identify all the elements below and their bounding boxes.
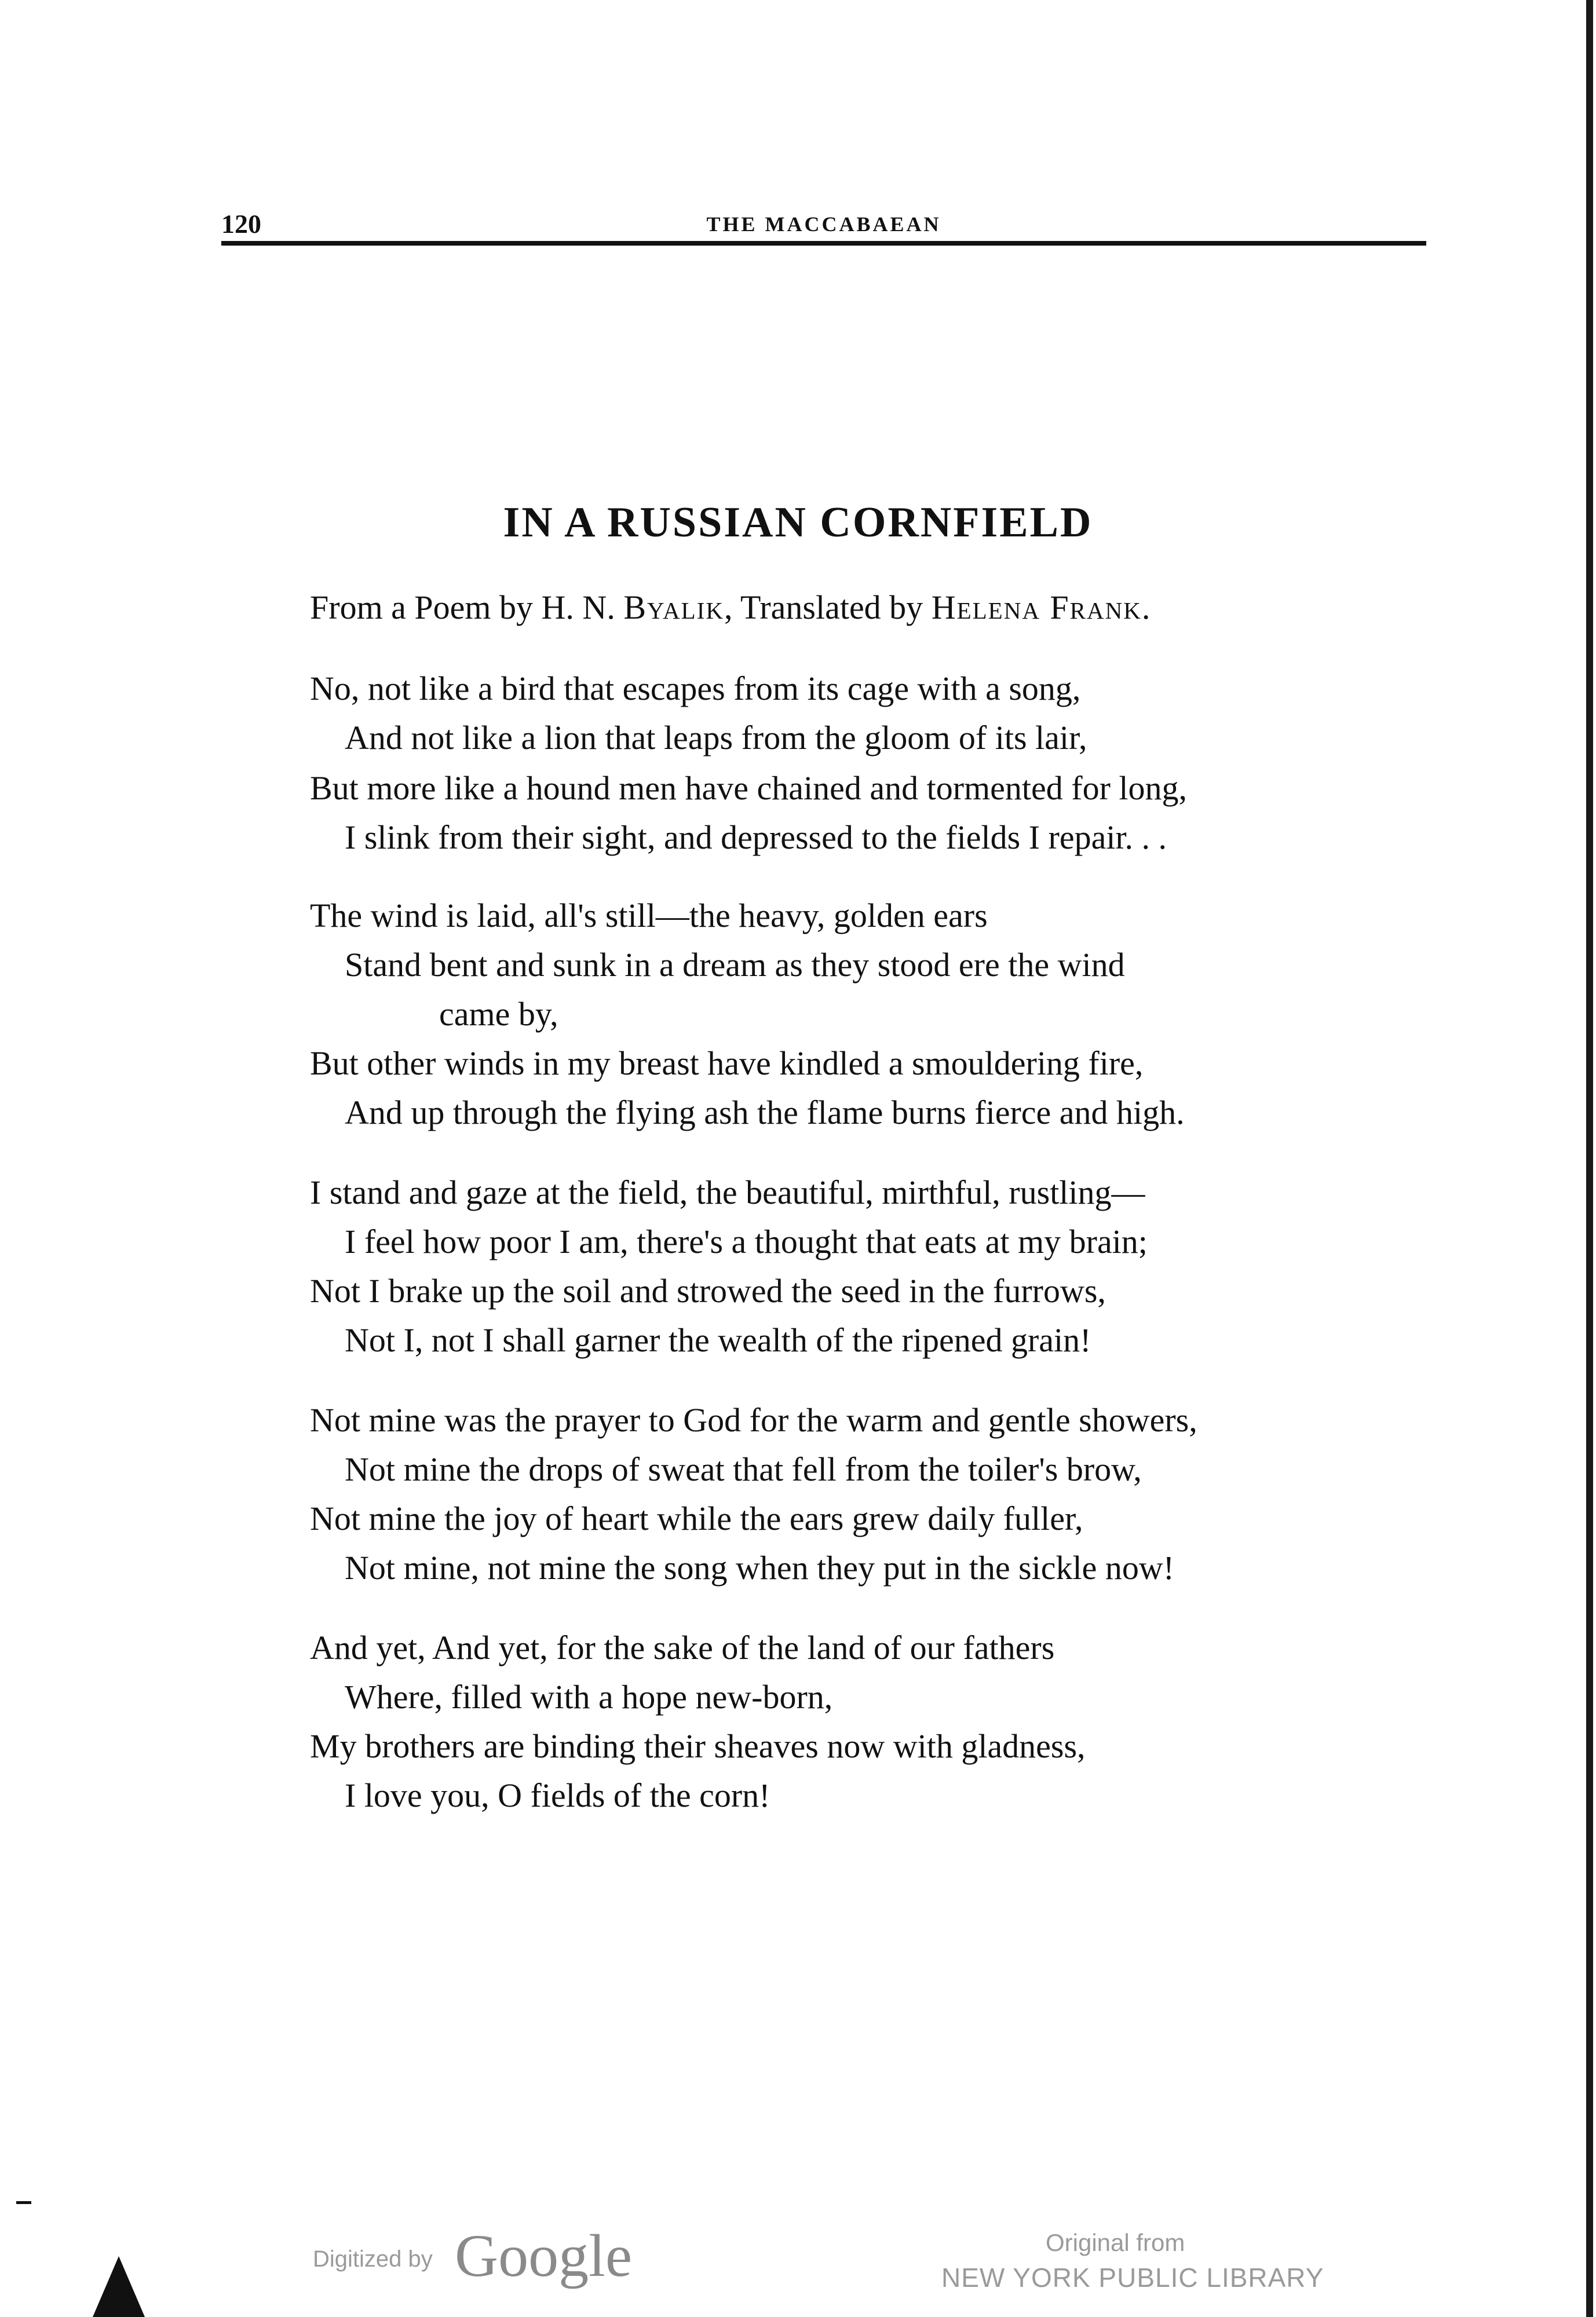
poem-line: But other winds in my breast have kindled a smouldering fire, [310, 1044, 1144, 1082]
page-number: 120 [221, 209, 261, 239]
poem-line: And yet, And yet, for the sake of the land of our fathers [310, 1629, 1055, 1667]
poem-line: And up through the flying ash the flame burns fierce and high. [345, 1094, 1185, 1131]
original-from-label: Original from [1046, 2229, 1185, 2256]
poem-line: And not like a lion that leaps from the gloom of its lair, [345, 719, 1087, 757]
byline-prefix: From a Poem by H. N. [310, 589, 624, 626]
poem-line: Not mine was the prayer to God for the warm and gentle showers, [310, 1401, 1197, 1439]
poem-line: Where, filled with a hope new-born, [345, 1678, 833, 1716]
poem-line: Not mine the drops of sweat that fell from the toiler's brow, [345, 1450, 1142, 1488]
poem-line: came by, [439, 995, 558, 1033]
poem-line: Stand bent and sunk in a dream as they stood ere the wind [345, 946, 1125, 984]
running-head [221, 209, 1426, 243]
poem-line: I feel how poor I am, there's a thought that eats at my brain; [345, 1223, 1148, 1260]
poem-line: Not I brake up the soil and strowed the seed in the furrows, [310, 1272, 1106, 1310]
poem-line: I love you, O fields of the corn! [345, 1777, 770, 1814]
library-name: NEW YORK PUBLIC LIBRARY [941, 2263, 1324, 2293]
scan-artifact-mark [93, 2256, 145, 2317]
poem-line: Not I, not I shall garner the wealth of the ripened grain! [345, 1321, 1091, 1359]
byline-translator: Helena Frank [931, 589, 1142, 626]
poem-line: I stand and gaze at the field, the beautiful, mirthful, rustling— [310, 1174, 1145, 1211]
poem-line: Not mine the joy of heart while the ears grew daily fuller, [310, 1500, 1083, 1537]
byline-suffix: . [1141, 589, 1151, 626]
page-edge-shadow [1586, 0, 1593, 2317]
journal-title: THE MACCABAEAN [706, 213, 941, 236]
byline [310, 588, 1150, 627]
google-logo: Google [455, 2223, 633, 2289]
poem-line: Not mine, not mine the song when they put in the sickle now! [345, 1549, 1175, 1587]
byline-middle: , Translated by [724, 589, 932, 626]
poem-line: The wind is laid, all's still—the heavy, golden ears [310, 897, 988, 934]
byline-author: Byalik [623, 589, 724, 626]
poem-line: My brothers are binding their sheaves now with gladness, [310, 1727, 1086, 1765]
header-rule [221, 241, 1426, 246]
digitized-by-label: Digitized by [313, 2246, 433, 2272]
poem-title: IN A RUSSIAN CORNFIELD [503, 499, 1093, 546]
poem-line: No, not like a bird that escapes from its cage with a song, [310, 670, 1081, 707]
poem-line: I slink from their sight, and depressed to the fields I repair. . . [345, 818, 1167, 856]
scan-artifact-dash [16, 2201, 31, 2204]
poem-line: But more like a hound men have chained and tormented for long, [310, 769, 1188, 807]
